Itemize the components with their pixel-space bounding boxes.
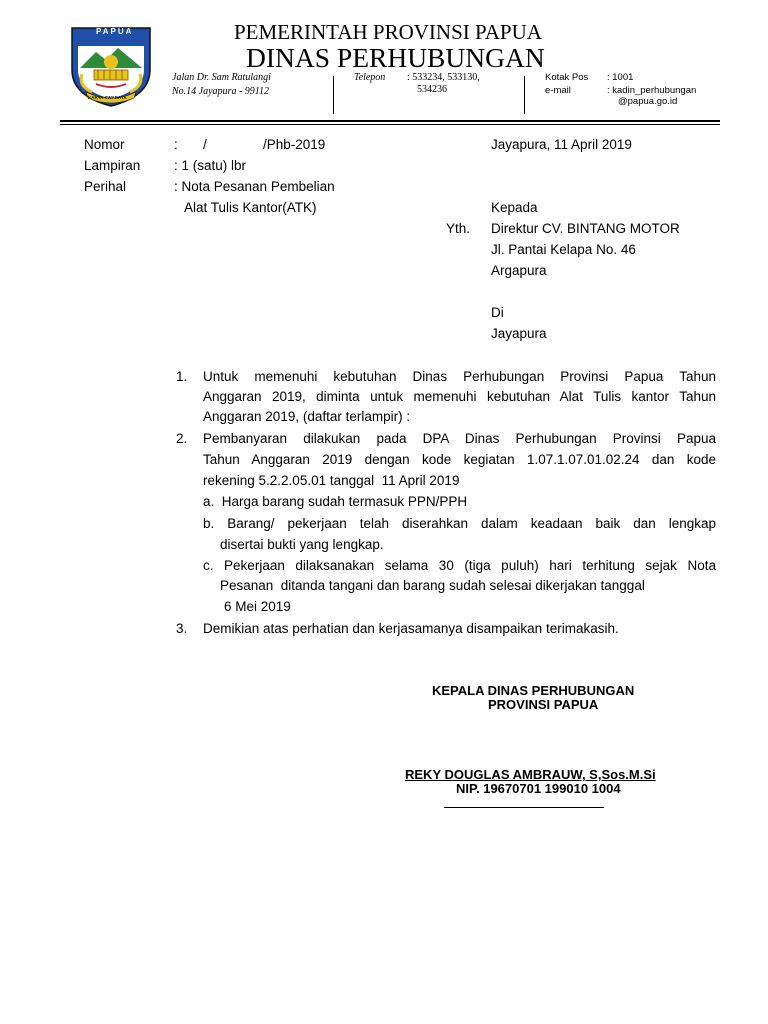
signatory-title-2: PROVINSI PAPUA [488,697,599,712]
place-date: Jayapura, 11 April 2019 [491,137,632,152]
email-label: e-mail [545,85,571,96]
recipient-city: Argapura [491,263,547,278]
email-value-2: @papua.go.id [618,96,678,107]
header-divider-2 [524,76,525,114]
pobox-label: Kotak Pos [545,72,589,83]
item-2b-line-1: b. Barang/ pekerjaan telah diserahkan dalam keadaan baik dan lengkap [203,516,716,531]
item-1-number: 1. [176,369,188,384]
government-name: PEMERINTAH PROVINSI PAPUA [234,20,542,44]
signatory-name: REKY DOUGLAS AMBRAUW, S,Sos.M.Si [405,767,656,782]
letterhead-rule-thin [60,124,720,125]
recipient-kepada: Kepada [491,200,538,215]
signatory-nip: NIP. 19670701 199010 1004 [456,781,621,796]
item-2c-line-1: c. Pekerjaan dilaksanakan selama 30 (tiga puluh) hari terhitung sejak Nota [203,558,716,573]
item-2-number: 2. [176,431,188,446]
lampiran-value: : 1 (satu) lbr [174,158,247,173]
phone-label: Telepon [354,72,386,83]
item-2c-line-3: 6 Mei 2019 [224,599,291,614]
recipient-yth: Yth. [446,221,471,236]
recipient-destination: Jayapura [491,326,547,341]
pobox-value: : 1001 [607,72,634,83]
recipient-di: Di [491,305,504,320]
address-line-2: No.14 Jayapura - 99112 [172,86,270,97]
address-line-1: Jalan Dr. Sam Ratulangi [172,72,271,83]
recipient-name: Direktur CV. BINTANG MOTOR [491,221,680,236]
item-3-line-1: Demikian atas perhatian dan kerjasamanya disampaikan terimakasih. [203,621,619,636]
item-1-line-3: Anggaran 2019, (daftar terlampir) : [203,409,411,424]
item-2-line-2: Tahun Anggaran 2019 dengan kode kegiatan 1.07.1.07.01.02.24 dan kode [203,452,716,467]
item-2a: a. Harga barang sudah termasuk PPN/PPH [203,494,468,509]
item-1-line-2: Anggaran 2019, diminta untuk memenuhi kebutuhan Alat Tulis kantor Tahun [203,389,716,404]
recipient-street: Jl. Pantai Kelapa No. 46 [491,242,636,257]
perihal-label: Perihal [84,179,127,194]
logo-motto: KARYA SWADAYA [88,95,127,100]
phone-value-1: : 533234, 533130, [407,72,480,83]
header-divider-1 [333,76,334,114]
signatory-title-1: KEPALA DINAS PERHUBUNGAN [432,683,635,698]
signature-line [444,807,604,808]
item-1-line-1: Untuk memenuhi kebutuhan Dinas Perhubungan Provinsi Papua Tahun [203,369,716,384]
lampiran-label: Lampiran [84,158,141,173]
item-3-number: 3. [176,621,188,636]
perihal-value-2: Alat Tulis Kantor(ATK) [184,200,317,215]
nomor-label: Nomor [84,137,125,152]
phone-value-2: 534236 [417,84,447,95]
item-2c-line-2: Pesanan ditanda tangani dan barang sudah selesai dikerjakan tanggal [220,578,645,593]
email-value-1: : kadin_perhubungan [607,85,697,96]
logo-text: PAPUA [96,27,134,36]
item-2-line-3: rekening 5.2.2.05.01 tanggal 11 April 2019 [203,473,460,488]
perihal-value-1: : Nota Pesanan Pembelian [174,179,335,194]
item-2b-line-2: disertai bukti yang lengkap. [220,537,384,552]
letterhead-rule-thick [60,120,720,122]
nomor-colon: : [174,137,178,152]
nomor-value: / /Phb-2019 [203,137,326,152]
item-2-line-1: Pembanyaran dilakukan pada DPA Dinas Perhubungan Provinsi Papua [203,431,716,446]
agency-name: DINAS PERHUBUNGAN [246,42,545,73]
